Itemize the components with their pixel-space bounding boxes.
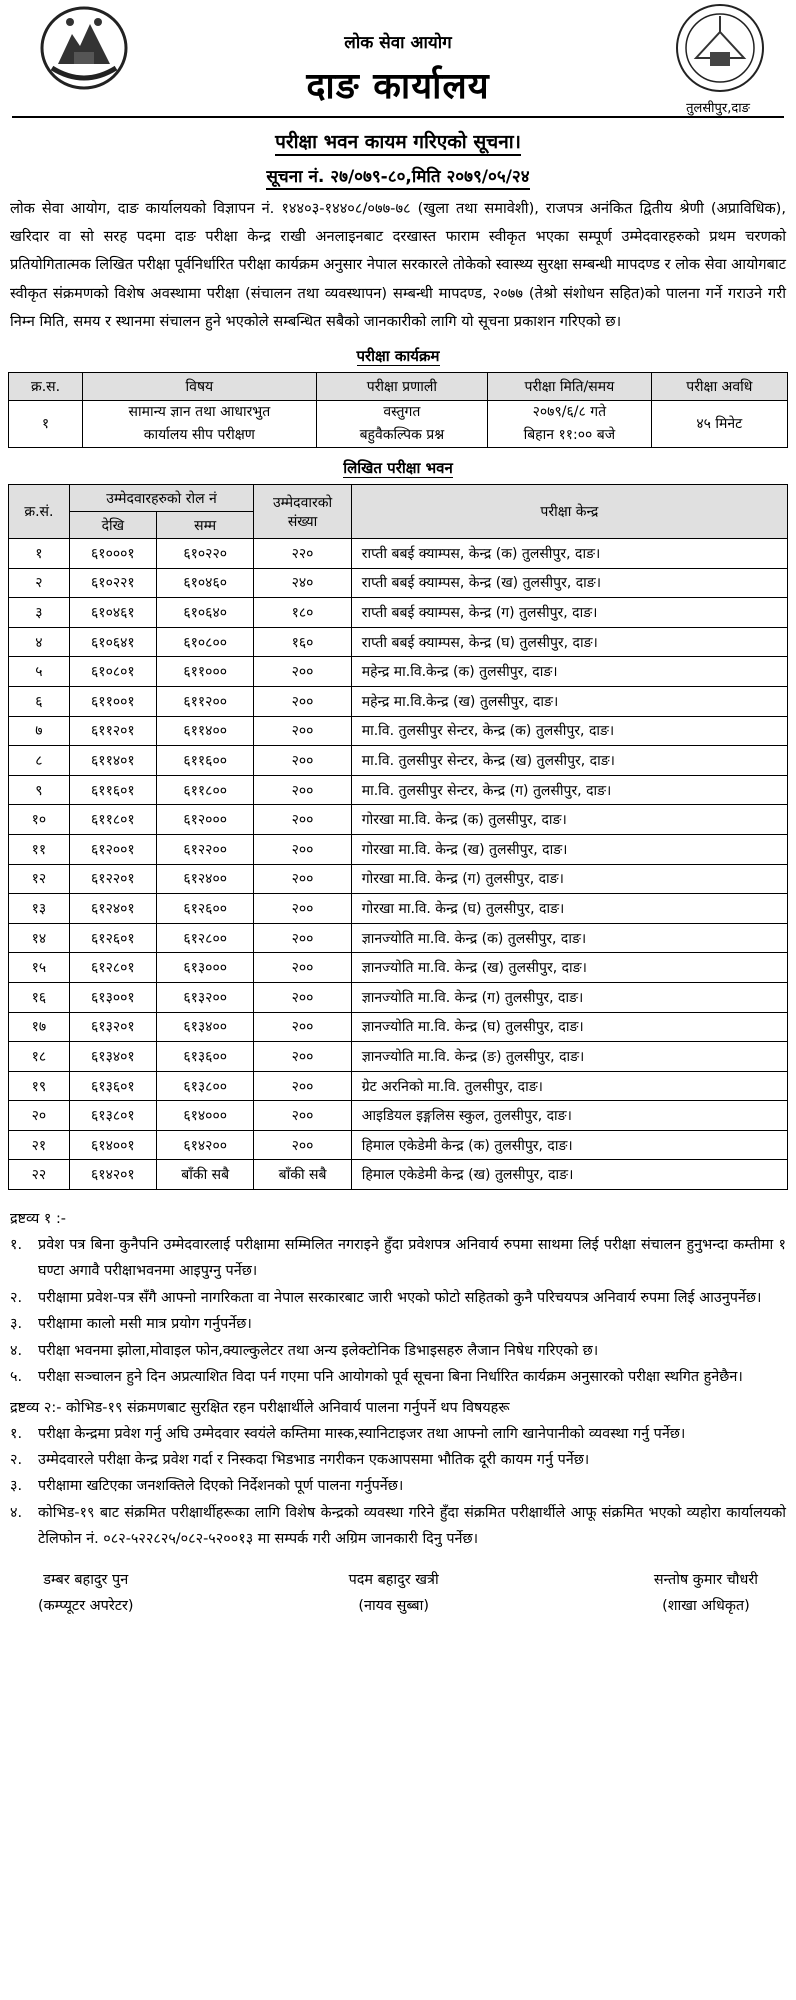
venue-roll-from: ६१०८०१	[69, 657, 156, 687]
venue-roll-to: ६११६००	[156, 746, 253, 776]
venue-roll-from: ६१२००१	[69, 834, 156, 864]
notes-2-heading: द्रष्टव्य २:- कोभिड-१९ संक्रमणबाट सुरक्षित रहन परीक्षार्थीले अनिवार्य पालना गर्नुपर्ने थप विषयहरू	[10, 1399, 510, 1416]
schedule-row	[9, 401, 788, 448]
venue-roll-from: ६१४२०१	[69, 1160, 156, 1190]
venue-roll-to: ६१२०००	[156, 805, 253, 835]
venue-roll-to: ६१३२००	[156, 982, 253, 1012]
venue-roll-from: ६१३००१	[69, 982, 156, 1012]
schedule-date: २०७९/६/८ गते	[532, 404, 607, 421]
venue-count: २००	[254, 982, 351, 1012]
notice-title: परीक्षा भवन कायम गरिएको सूचना।	[8, 128, 788, 154]
venue-roll-to: ६१२८००	[156, 923, 253, 953]
note-number: २.	[10, 1451, 23, 1468]
venue-roll-to: ६१३०००	[156, 953, 253, 983]
venue-center: ज्ञानज्योति मा.वि. केन्द्र (क) तुलसीपुर, दाङ।	[351, 923, 787, 953]
venue-row	[9, 686, 788, 716]
venue-count: २००	[254, 894, 351, 924]
venue-count: २००	[254, 716, 351, 746]
schedule-header: परीक्षा प्रणाली	[316, 373, 487, 401]
office-name: दाङ कार्यालय	[306, 66, 490, 107]
note-text: परीक्षा केन्द्रमा प्रवेश गर्नु अघि उम्मेदवार स्वयंले कम्तिमा मास्क,स्यानिटाइजर तथा आफ्नो लागि खानेपानीको व्यवस्था गर्नु पर्नेछ।	[38, 1425, 686, 1442]
venue-center: हिमाल एकेडेमी केन्द्र (ख) तुलसीपुर, दाङ।	[351, 1160, 787, 1190]
venue-center: राप्ती बबई क्याम्पस, केन्द्र (ख) तुलसीपुर, दाङ।	[351, 568, 787, 598]
signatory-title: (नायव सुब्बा)	[358, 1597, 429, 1614]
venue-header-center: परीक्षा केन्द्र	[351, 485, 787, 539]
venue-sn: १२	[9, 864, 70, 894]
venue-table	[8, 484, 788, 1190]
signature	[349, 1567, 439, 1619]
venue-roll-from: ६१२८०१	[69, 953, 156, 983]
venue-center: राप्ती बबई क्याम्पस, केन्द्र (क) तुलसीपुर, दाङ।	[351, 539, 787, 569]
venue-row	[9, 1042, 788, 1072]
venue-count: २२०	[254, 539, 351, 569]
venue-count: २००	[254, 923, 351, 953]
venue-roll-from: ६१०२२१	[69, 568, 156, 598]
venue-roll-from: ६१४००१	[69, 1130, 156, 1160]
schedule-datetime	[488, 401, 652, 448]
venue-sn: १०	[9, 805, 70, 835]
schedule-header: विषय	[83, 373, 317, 401]
venue-count: २००	[254, 1042, 351, 1072]
note-number: ५.	[10, 1369, 23, 1386]
venue-roll-to: ६११०००	[156, 657, 253, 687]
venue-roll-to: ६१४२००	[156, 1130, 253, 1160]
venue-sn: ९	[9, 775, 70, 805]
schedule-title: परीक्षा कार्यक्रम	[356, 347, 440, 366]
note-item	[10, 1473, 786, 1499]
venue-center: राप्ती बबई क्याम्पस, केन्द्र (घ) तुलसीपुर, दाङ।	[351, 627, 787, 657]
venue-row	[9, 1071, 788, 1101]
venue-sn: १७	[9, 1012, 70, 1042]
note-text: परीक्षा सञ्चालन हुने दिन अप्रत्याशित विदा पर्न गएमा पनि आयोगको पूर्व सूचना बिना निर्धारित कार्यक्रम अनुसारको परीक्षा स्थगित हुनेछैन।	[38, 1369, 743, 1386]
venue-header-sn: क्र.सं.	[9, 485, 70, 539]
venue-roll-from: ६१०००१	[69, 539, 156, 569]
venue-sn: १	[9, 539, 70, 569]
org-name: लोक सेवा आयोग	[344, 33, 452, 53]
psc-logo-icon	[674, 2, 766, 94]
venue-count: २००	[254, 834, 351, 864]
note-number: २.	[10, 1289, 23, 1306]
notes-section-1	[10, 1206, 786, 1390]
venue-row	[9, 716, 788, 746]
signatory-name: डम्बर बहादुर पुन	[43, 1571, 129, 1588]
note-number: १.	[10, 1237, 23, 1254]
venue-count: २००	[254, 775, 351, 805]
venue-sn: ५	[9, 657, 70, 687]
venue-center: मा.वि. तुलसीपुर सेन्टर, केन्द्र (ग) तुलसीपुर, दाङ।	[351, 775, 787, 805]
venue-sn: १९	[9, 1071, 70, 1101]
venue-row	[9, 982, 788, 1012]
note-text: परीक्षामा कालो मसी मात्र प्रयोग गर्नुपर्नेछ।	[38, 1316, 252, 1333]
venue-row	[9, 1160, 788, 1190]
note-text: कोभिड-१९ बाट संक्रमित परीक्षार्थीहरूका लागि विशेष केन्द्रको व्यवस्था गरिने हुँदा संक्रमित परीक्षार्थीले आफू संक्रमित भएको व्यहोरा कार्यालयको टेलिफोन नं. ०८२-५२२८२५/०८२-५२००१३ मा सम्पर्क गरी अग्रिम जानकारी दिनु पर्नेछ।	[38, 1504, 786, 1548]
notice-number: सूचना नं. २७/०७९-८०,मिति २०७९/०५/२४	[8, 164, 788, 187]
note-text: उम्मेदवारले परीक्षा केन्द्र प्रवेश गर्दा र निस्कदा भिडभाड नगरीकन एकआपसमा भौतिक दूरी कायम गर्नु पर्नेछ।	[38, 1451, 590, 1468]
venue-row	[9, 539, 788, 569]
venue-sn: ७	[9, 716, 70, 746]
venue-roll-to: ६१२४००	[156, 864, 253, 894]
venue-row	[9, 657, 788, 687]
venue-sn: १४	[9, 923, 70, 953]
note-text: परीक्षामा प्रवेश-पत्र सँगै आफ्नो नागरिकता वा नेपाल सरकारबाट जारी भएको फोटो सहितको कुनै परिचयपत्र अनिवार्य रुपमा लिई आउनुपर्नेछ।	[38, 1289, 762, 1306]
venue-count: १६०	[254, 627, 351, 657]
venue-roll-to: ६१२२००	[156, 834, 253, 864]
venue-center: महेन्द्र मा.वि.केन्द्र (क) तुलसीपुर, दाङ।	[351, 657, 787, 687]
venue-header-from: देखि	[69, 512, 156, 539]
schedule-time: बिहान ११:०० बजे	[523, 427, 616, 444]
venue-count: २००	[254, 1012, 351, 1042]
venue-roll-to: ६१०४६०	[156, 568, 253, 598]
signature-block	[38, 1567, 758, 1619]
venue-roll-from: ६१३४०१	[69, 1042, 156, 1072]
venue-center: ज्ञानज्योति मा.वि. केन्द्र (ख) तुलसीपुर, दाङ।	[351, 953, 787, 983]
venue-roll-to: ६१०६४०	[156, 598, 253, 628]
venue-roll-to: ६१२६००	[156, 894, 253, 924]
venue-center: गोरखा मा.वि. केन्द्र (क) तुलसीपुर, दाङ।	[351, 805, 787, 835]
venue-count: २००	[254, 805, 351, 835]
venue-count: बाँकी सबै	[254, 1160, 351, 1190]
note-text: परीक्षामा खटिएका जनशक्तिले दिएको निर्देशनको पूर्ण पालना गर्नुपर्नेछ।	[38, 1478, 404, 1495]
signatory-title: (शाखा अधिकृत)	[662, 1597, 750, 1614]
venue-center: ज्ञानज्योति मा.वि. केन्द्र (ङ) तुलसीपुर, दाङ।	[351, 1042, 787, 1072]
note-number: १.	[10, 1425, 23, 1442]
venue-row	[9, 923, 788, 953]
note-number: ३.	[10, 1316, 23, 1333]
venue-roll-to: ६११२००	[156, 686, 253, 716]
venue-row	[9, 598, 788, 628]
signatory-name: पदम बहादुर खत्री	[348, 1571, 439, 1588]
note-number: ४.	[10, 1342, 23, 1359]
schedule-header-row	[9, 373, 788, 401]
venue-roll-to: बाँकी सबै	[156, 1160, 253, 1190]
venue-rows	[9, 539, 788, 1190]
venue-row	[9, 1130, 788, 1160]
venue-row	[9, 953, 788, 983]
signatory-name: सन्तोष कुमार चौधरी	[653, 1571, 758, 1588]
venue-roll-to: ६१३४००	[156, 1012, 253, 1042]
venue-sn: ११	[9, 834, 70, 864]
venue-roll-from: ६१३६०१	[69, 1071, 156, 1101]
venue-count: २००	[254, 657, 351, 687]
schedule-table	[8, 372, 788, 448]
note-text: प्रवेश पत्र बिना कुनैपनि उम्मेदवारलाई परीक्षामा सम्मिलित नगराइने हुँदा प्रवेशपत्र अनिवार्य रुपमा साथमा लिई परीक्षा संचालन हुनुभन्दा कम्तीमा १ घण्टा अगावै परीक्षाभवनमा आइपुग्नु पर्नेछ।	[38, 1237, 786, 1280]
venue-center: मा.वि. तुलसीपुर सेन्टर, केन्द्र (ख) तुलसीपुर, दाङ।	[351, 746, 787, 776]
notes-1-heading: द्रष्टव्य १ :-	[10, 1211, 66, 1228]
venue-roll-from: ६११००१	[69, 686, 156, 716]
venue-header-to: सम्म	[156, 512, 253, 539]
venue-center: गोरखा मा.वि. केन्द्र (ख) तुलसीपुर, दाङ।	[351, 834, 787, 864]
venue-row	[9, 746, 788, 776]
venue-roll-from: ६११८०१	[69, 805, 156, 835]
venue-center: मा.वि. तुलसीपुर सेन्टर, केन्द्र (क) तुलसीपुर, दाङ।	[351, 716, 787, 746]
venue-sn: ८	[9, 746, 70, 776]
notes-1-list	[10, 1232, 786, 1390]
venue-row	[9, 805, 788, 835]
note-item	[10, 1421, 786, 1447]
venue-roll-to: ६१०२२०	[156, 539, 253, 569]
venue-row	[9, 568, 788, 598]
schedule-system-line2: बहुवैकल्पिक प्रश्न	[359, 427, 445, 444]
venue-center: ज्ञानज्योति मा.वि. केन्द्र (घ) तुलसीपुर, दाङ।	[351, 1012, 787, 1042]
venue-roll-from: ६११६०१	[69, 775, 156, 805]
venue-count: २००	[254, 1071, 351, 1101]
venue-row	[9, 864, 788, 894]
venue-count: २००	[254, 864, 351, 894]
venue-row	[9, 627, 788, 657]
venue-row	[9, 1012, 788, 1042]
note-number: ३.	[10, 1478, 23, 1495]
schedule-duration: ४५ मिनेट	[651, 401, 787, 448]
note-item	[10, 1500, 786, 1553]
venue-sn: ४	[9, 627, 70, 657]
venue-count: २००	[254, 746, 351, 776]
note-item	[10, 1338, 786, 1364]
schedule-system-line1: वस्तुगत	[383, 404, 421, 421]
venue-roll-from: ६१०४६१	[69, 598, 156, 628]
venue-roll-from: ६१०६४१	[69, 627, 156, 657]
schedule-subject	[83, 401, 317, 448]
venue-row	[9, 894, 788, 924]
venue-count: १८०	[254, 598, 351, 628]
venue-header-count: उम्मेदवारको संख्या	[254, 485, 351, 539]
venue-center: आइडियल इङ्गलिस स्कुल, तुलसीपुर, दाङ।	[351, 1101, 787, 1131]
venue-roll-from: ६१३८०१	[69, 1101, 156, 1131]
notes-2-list	[10, 1421, 786, 1553]
schedule-subject-line1: सामान्य ज्ञान तथा आधारभुत	[128, 404, 271, 421]
venue-sn: १५	[9, 953, 70, 983]
venue-center: गोरखा मा.वि. केन्द्र (घ) तुलसीपुर, दाङ।	[351, 894, 787, 924]
schedule-subject-line2: कार्यालय सीप परीक्षण	[143, 427, 255, 444]
signatory-title: (कम्प्यूटर अपरेटर)	[38, 1597, 134, 1614]
note-item	[10, 1232, 786, 1285]
venue-center: राप्ती बबई क्याम्पस, केन्द्र (ग) तुलसीपुर, दाङ।	[351, 598, 787, 628]
notice-body: लोक सेवा आयोग, दाङ कार्यालयको विज्ञापन नं. १४४०३-१४४०८/०७७-७८ (खुला तथा समावेशी), राजपत्र अनंकित द्वितीय श्रेणी (अप्राविधिक), खरिदार वा सो सरह पदमा दाङ परीक्षा केन्द्र राखी अनलाइनबाट दरखास्त फाराम स्वीकृत भएका सम्पूर्ण उम्मेदवारहरुको प्रथम चरणको प्रतियोगितात्मक लिखित परीक्षा पूर्वनिर्धारित परीक्षा कार्यक्रम अनुसार नेपाल सरकारले तोकेको स्वास्थ्य सुरक्षा सम्बन्धी मापदण्ड र लोक सेवा आयोगबाट स्वीकृत संक्रमणको विशेष अवस्थामा परीक्षा (संचालन तथा व्यवस्थापन) सम्बन्धी मापदण्ड, २०७७ (तेश्रो संशोधन सहित)को पालना गर्ने गराउने गरी निम्न मिति, समय र स्थानमा संचालन हुने भएकोले सम्बन्धित सबैको जानकारीको लागि यो सूचना प्रकाशन गरिएको छ।	[10, 200, 786, 330]
venue-count: २४०	[254, 568, 351, 598]
venue-count: २००	[254, 953, 351, 983]
venue-roll-from: ६११४०१	[69, 746, 156, 776]
schedule-header: परीक्षा अवधि	[651, 373, 787, 401]
venue-center: महेन्द्र मा.वि.केन्द्र (ख) तुलसीपुर, दाङ।	[351, 686, 787, 716]
letterhead	[8, 0, 788, 118]
venue-count: २००	[254, 1101, 351, 1131]
venue-sn: १३	[9, 894, 70, 924]
venue-row	[9, 1101, 788, 1131]
signature	[654, 1567, 758, 1619]
venue-center: ज्ञानज्योति मा.वि. केन्द्र (ग) तुलसीपुर, दाङ।	[351, 982, 787, 1012]
venue-roll-from: ६११२०१	[69, 716, 156, 746]
venue-roll-from: ६१२६०१	[69, 923, 156, 953]
signature	[38, 1567, 133, 1619]
venue-center: गोरखा मा.वि. केन्द्र (ग) तुलसीपुर, दाङ।	[351, 864, 787, 894]
venue-roll-from: ६१३२०१	[69, 1012, 156, 1042]
venue-sn: १८	[9, 1042, 70, 1072]
venue-header-row	[9, 485, 788, 512]
schedule-header: परीक्षा मिति/समय	[488, 373, 652, 401]
venue-roll-to: ६१०८००	[156, 627, 253, 657]
venue-roll-from: ६१२४०१	[69, 894, 156, 924]
note-item	[10, 1285, 786, 1311]
venue-roll-to: ६१३६००	[156, 1042, 253, 1072]
venue-sn: ३	[9, 598, 70, 628]
venue-row	[9, 775, 788, 805]
header-divider	[12, 116, 784, 118]
venue-sn: २१	[9, 1130, 70, 1160]
venue-roll-to: ६११८००	[156, 775, 253, 805]
schedule-system	[316, 401, 487, 448]
note-item	[10, 1364, 786, 1390]
venue-row	[9, 834, 788, 864]
venue-center: ग्रेट अरनिको मा.वि. तुलसीपुर, दाङ।	[351, 1071, 787, 1101]
venue-sn: ६	[9, 686, 70, 716]
venue-sn: २०	[9, 1101, 70, 1131]
venue-sn: २	[9, 568, 70, 598]
venue-sn: २२	[9, 1160, 70, 1190]
logo-caption: तुलसीपुर,दाङ	[686, 101, 750, 116]
schedule-header: क्र.स.	[9, 373, 83, 401]
note-text: परीक्षा भवनमा झोला,मोवाइल फोन,क्याल्कुलेटर तथा अन्य इलेक्टोनिक डिभाइसहरु लैजान निषेध गरिएको छ।	[38, 1342, 599, 1359]
notes-section-2	[10, 1395, 786, 1553]
note-item	[10, 1447, 786, 1473]
venue-count: २००	[254, 1130, 351, 1160]
venue-count: २००	[254, 686, 351, 716]
venue-sn: १६	[9, 982, 70, 1012]
venue-center: हिमाल एकेडेमी केन्द्र (क) तुलसीपुर, दाङ।	[351, 1130, 787, 1160]
venue-header-roll: उम्मेदवारहरुको रोल नं	[69, 485, 254, 512]
note-item	[10, 1311, 786, 1337]
venue-roll-to: ६१४०००	[156, 1101, 253, 1131]
venue-roll-to: ६१३८००	[156, 1071, 253, 1101]
note-number: ४.	[10, 1504, 23, 1521]
venue-roll-to: ६११४००	[156, 716, 253, 746]
schedule-sn: १	[9, 401, 83, 448]
venue-roll-from: ६१२२०१	[69, 864, 156, 894]
venue-title: लिखित परीक्षा भवन	[343, 459, 453, 478]
